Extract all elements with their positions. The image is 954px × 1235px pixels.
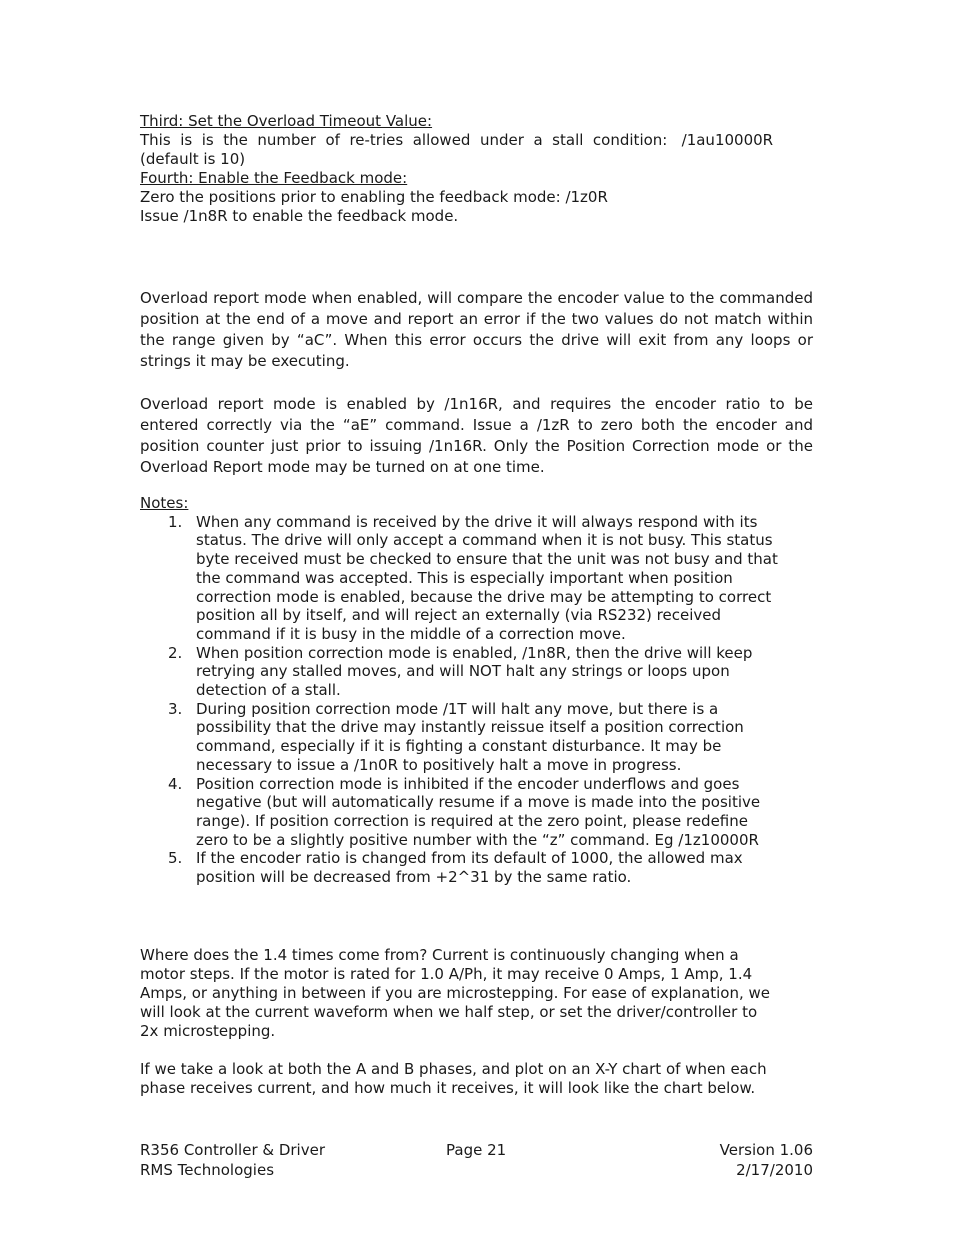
note-number: 2. [168,643,183,662]
text-line: 2x microstepping. [140,1022,276,1040]
overload-timeout-heading: Third: Set the Overload Timeout Value: [140,112,433,130]
note-line: byte received must be checked to ensure that the unit was not busy and that [196,550,778,569]
note-number: 5. [168,849,183,868]
note-item [140,775,813,850]
note-line: negative (but will automatically resume if a move is made into the positive [196,793,761,812]
document-date: 2/17/2010 [736,1160,813,1179]
company-name: RMS Technologies [140,1160,275,1179]
overload-timeout-default: (default is 10) [140,150,246,168]
current-explanation-paragraph [140,946,813,1041]
note-line: detection of a stall. [196,681,341,700]
feedback-enable-text: Issue /1n8R to enable the feedback mode. [140,207,459,225]
notes-heading: Notes: [140,494,189,512]
text-line: will look at the current waveform when we half step, or set the driver/controller to [140,1003,758,1021]
note-line: position will be decreased from +2^31 by the same ratio. [196,868,632,887]
note-item [140,513,813,644]
product-name: R356 Controller & Driver [140,1141,325,1159]
note-item [140,849,813,886]
feedback-zero-text: Zero the positions prior to enabling the feedback mode: /1z0R [140,188,608,206]
note-line: Position correction mode is inhibited if the encoder underflows and goes [196,774,740,793]
overload-report-paragraph [140,288,813,372]
version-label: Version 1.06 [719,1141,813,1159]
note-number: 1. [168,512,183,531]
note-item [140,644,813,700]
note-line: When any command is received by the drive it will always respond with its [196,512,758,531]
footer-left [140,1141,325,1180]
overload-settings-block [140,112,813,226]
note-line: necessary to issue a /1n0R to positively halt a move in progress. [196,755,682,774]
note-line: possibility that the drive may instantly reissue itself a position correction [196,718,744,737]
text-line: Where does the 1.4 times come from? Current is continuously changing when a [140,946,739,964]
paragraph-text: Overload report mode is enabled by /1n16R, and requires the encoder ratio to be entered correctly via the “aE” command. Issue a /1zR to zero both the encoder and position counter just prior to issuing /1n16R. Only the Position Correction mode or the Overload Report mode may be turned on at one time. [140,395,813,476]
note-line: correction mode is enabled, because the drive may be attempting to correct [196,587,772,606]
text-line: If we take a look at both the A and B phases, and plot on an X-Y chart of when each [140,1060,767,1078]
feedback-mode-heading: Fourth: Enable the Feedback mode: [140,169,408,187]
text-line: Amps, or anything in between if you are microstepping. For ease of explanation, we [140,984,771,1002]
note-line: If the encoder ratio is changed from its default of 1000, the allowed max [196,849,743,868]
note-line: During position correction mode /1T will halt any move, but there is a [196,699,719,718]
note-line: range). If position correction is required at the zero point, please redefine [196,811,748,830]
note-number: 3. [168,699,183,718]
note-line: status. The drive will only accept a command when it is not busy. This status [196,531,773,550]
footer-right [720,1141,813,1180]
note-line: command, especially if it is fighting a constant disturbance. It may be [196,737,722,756]
page-number: Page 21 [446,1141,507,1159]
note-line: retrying any stalled moves, and will NOT halt any strings or loops upon [196,662,730,681]
notes-section [140,494,813,887]
note-line: the command was accepted. This is especially important when position [196,568,733,587]
paragraph-text: Overload report mode when enabled, will compare the encoder value to the commanded position at the end of a move and report an error if the two values do not match within the range given by “aC”. When this error occurs the drive will exit from any loops or strings it may be executing. [140,289,813,370]
note-item [140,700,813,775]
overload-enable-paragraph [140,394,813,478]
note-number: 4. [168,774,183,793]
text-line: phase receives current, and how much it receives, it will look like the chart below. [140,1079,756,1097]
overload-timeout-text: This is is the number of re-tries allowed under a stall condition: /1au10000R [140,131,774,149]
phase-chart-paragraph [140,1060,813,1098]
notes-list [140,513,813,887]
note-line: When position correction mode is enabled, /1n8R, then the drive will keep [196,643,753,662]
note-line: command if it is busy in the middle of a correction move. [196,624,626,643]
note-line: zero to be a slightly positive number with the “z” command. Eg /1z10000R [196,830,759,849]
text-line: motor steps. If the motor is rated for 1.0 A/Ph, it may receive 0 Amps, 1 Amp, 1.4 [140,965,753,983]
note-line: position all by itself, and will reject an externally (via RS232) received [196,606,721,625]
